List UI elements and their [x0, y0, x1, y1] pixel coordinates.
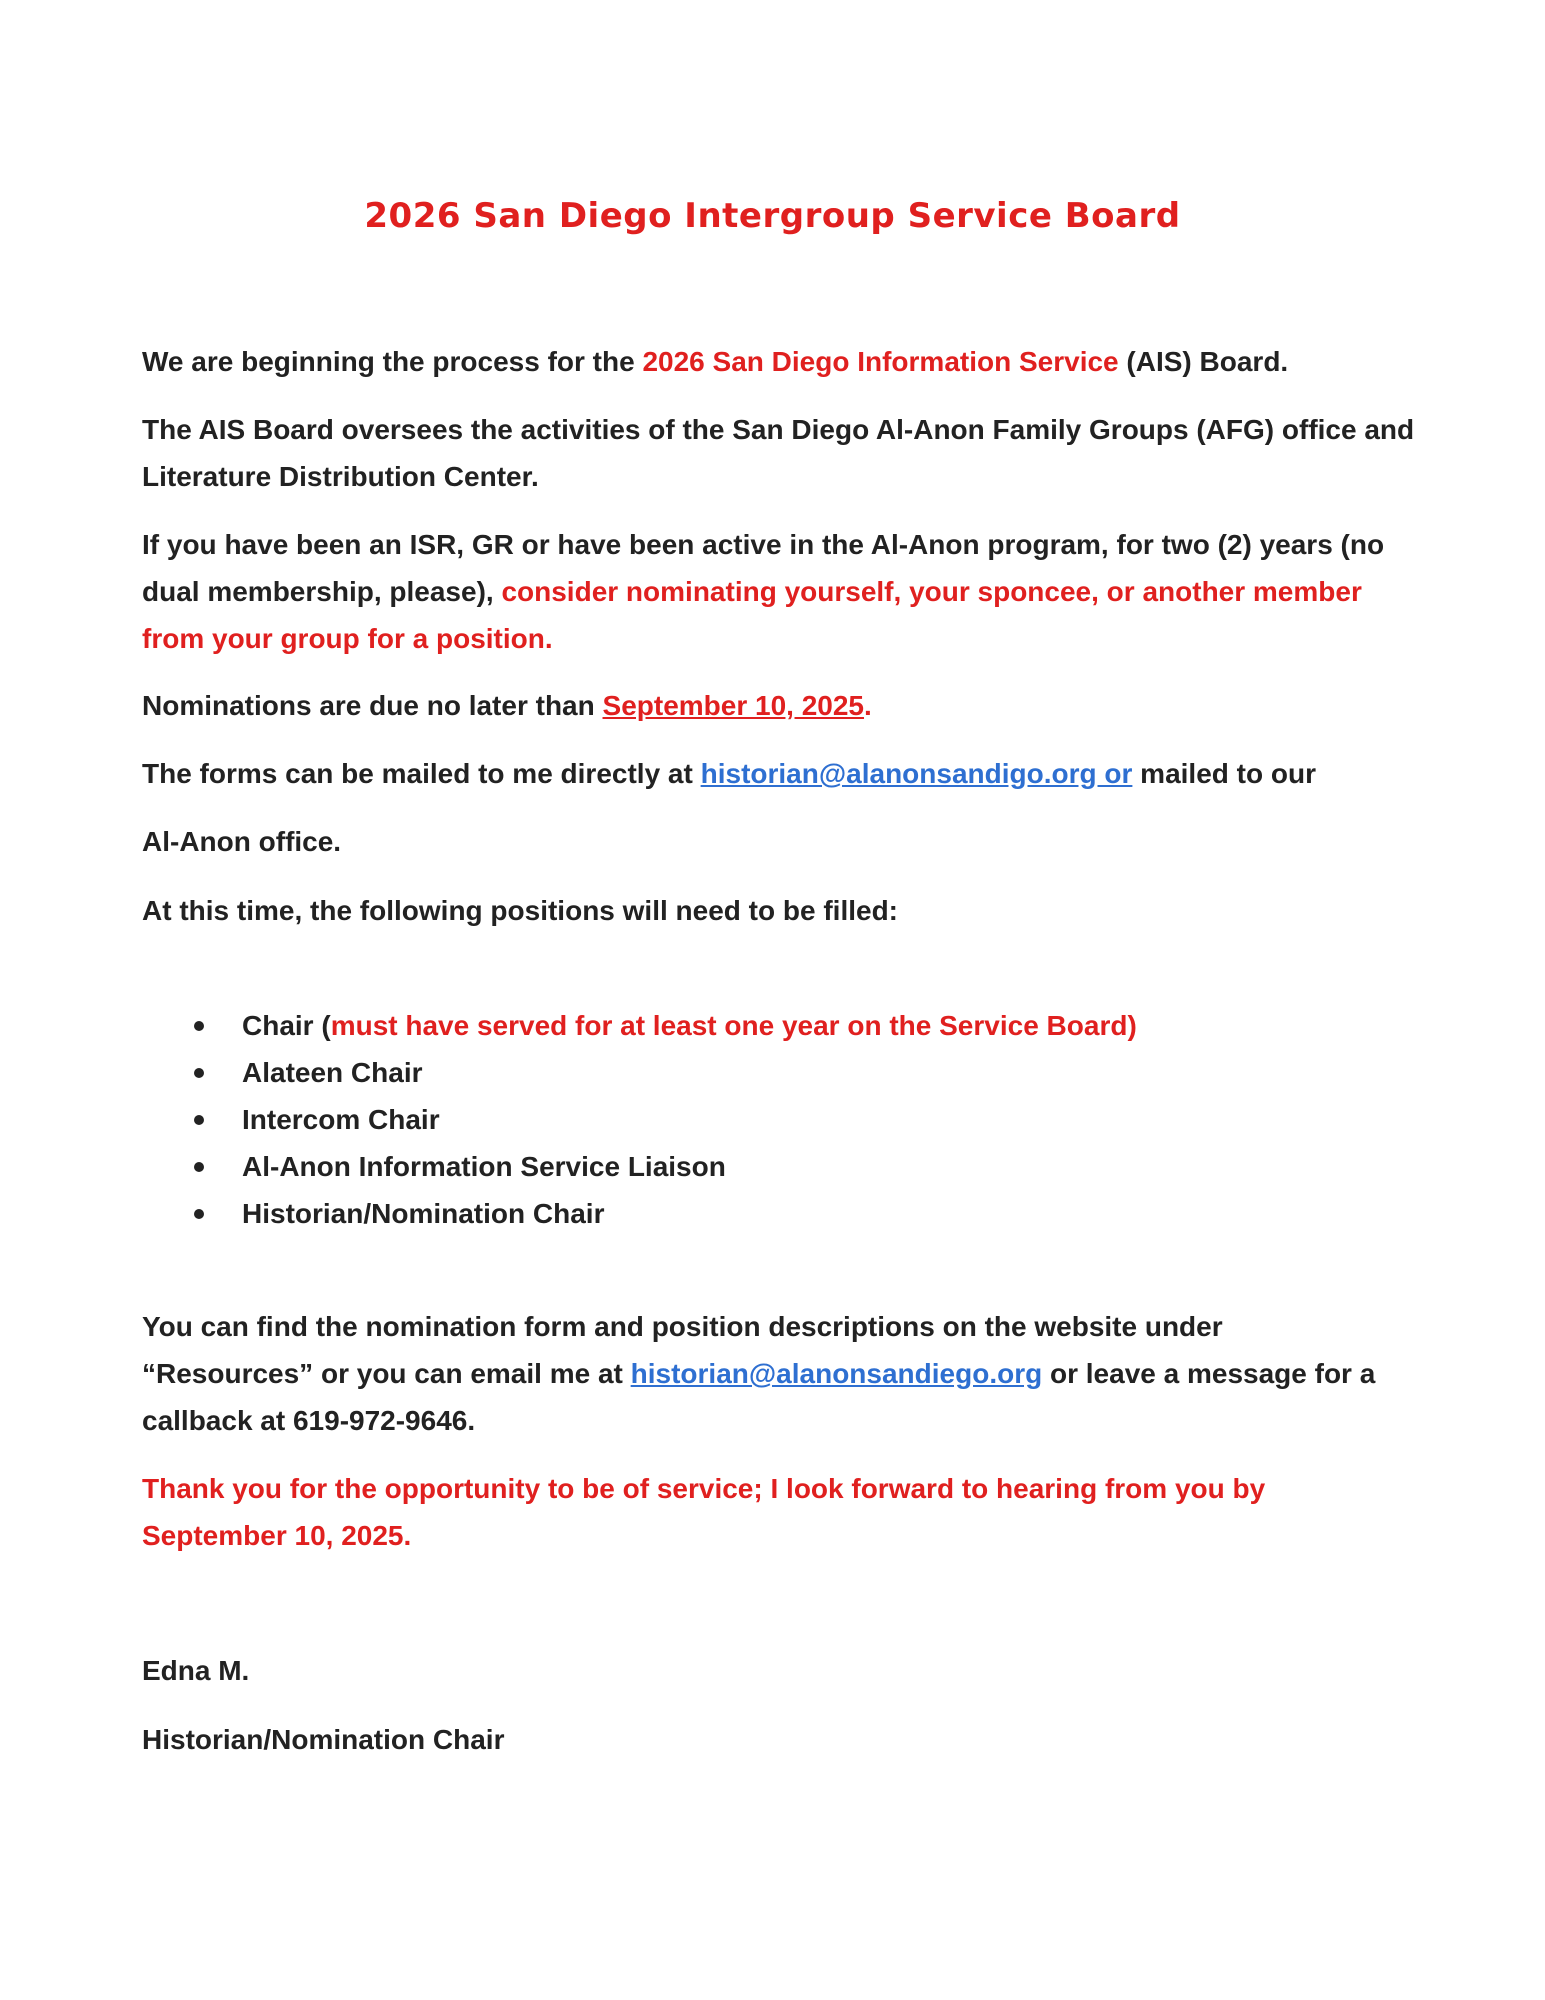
signature-role: Historian/Nomination Chair [142, 1724, 505, 1755]
position-label: Chair ( [242, 1010, 331, 1041]
position-note: must have served for at least one year on the Service Board) [330, 1010, 1137, 1041]
forms-tail: mailed to our [1132, 758, 1316, 789]
deadline-date: September 10, 2025 [602, 690, 865, 721]
positions-list [190, 1002, 1137, 1237]
resources-line-2 [142, 1350, 1442, 1397]
list-item-historian-chair [190, 1190, 1137, 1237]
bullet-icon [194, 1068, 204, 1078]
deadline-paragraph [142, 682, 1442, 729]
bullet-icon [194, 1021, 204, 1031]
eligibility-line-2-text: dual membership, please), [142, 576, 502, 607]
intro-text-2: (AIS) Board. [1118, 346, 1289, 377]
board-description-paragraph [142, 406, 1442, 500]
deadline-text: Nominations are due no later than [142, 690, 603, 721]
deadline-period: . [864, 690, 872, 721]
bullet-icon [194, 1162, 204, 1172]
thank-you-paragraph [142, 1465, 1442, 1559]
position-label: Alateen Chair [242, 1057, 423, 1088]
list-item-alateen-chair [190, 1049, 1137, 1096]
position-label: Al-Anon Information Service Liaison [242, 1151, 726, 1182]
signature-name: Edna M. [142, 1655, 250, 1686]
forms-paragraph [142, 750, 1442, 797]
list-item-liaison [190, 1143, 1137, 1190]
office-paragraph: Al-Anon office. [142, 826, 342, 857]
list-item-chair [190, 1002, 1137, 1049]
board-description-line-2: Literature Distribution Center. [142, 461, 539, 492]
eligibility-line-2 [142, 568, 1442, 615]
document-title: 2026 San Diego Intergroup Service Board [364, 196, 1181, 236]
intro-highlight: 2026 San Diego Information Service [642, 346, 1119, 377]
positions-intro: At this time, the following positions will need to be filled: [142, 895, 898, 926]
thank-you-line-2: September 10, 2025. [142, 1520, 412, 1551]
resources-line-2-text: “Resources” or you can email me at [142, 1358, 631, 1389]
position-label: Historian/Nomination Chair [242, 1198, 605, 1229]
historian-email-link-2[interactable]: historian@alanonsandiego.org [630, 1358, 1043, 1389]
intro-paragraph [142, 338, 1442, 385]
bullet-icon [194, 1115, 204, 1125]
eligibility-line-1: If you have been an ISR, GR or have been active in the Al-Anon program, for two (2) years (no [142, 529, 1385, 560]
eligibility-paragraph [142, 521, 1442, 662]
eligibility-highlight-1: consider nominating yourself, your sponcee, or another member [501, 576, 1362, 607]
intro-text-1: We are beginning the process for the [142, 346, 643, 377]
forms-text: The forms can be mailed to me directly at [142, 758, 701, 789]
board-description-line-1: The AIS Board oversees the activities of the San Diego Al-Anon Family Groups (AFG) office and [142, 414, 1415, 445]
bullet-icon [194, 1209, 204, 1219]
resources-line-2-tail: or leave a message for a [1042, 1358, 1376, 1389]
resources-paragraph [142, 1303, 1442, 1444]
eligibility-highlight-2: from your group for a position. [142, 623, 553, 654]
position-label: Intercom Chair [242, 1104, 440, 1135]
resources-line-1: You can find the nomination form and position descriptions on the website under [142, 1311, 1223, 1342]
resources-line-3: callback at 619-972-9646. [142, 1405, 476, 1436]
list-item-intercom-chair [190, 1096, 1137, 1143]
thank-you-line-1: Thank you for the opportunity to be of service; I look forward to hearing from you by [142, 1473, 1266, 1504]
historian-email-link-1[interactable]: historian@alanonsandigo.org or [700, 758, 1133, 789]
